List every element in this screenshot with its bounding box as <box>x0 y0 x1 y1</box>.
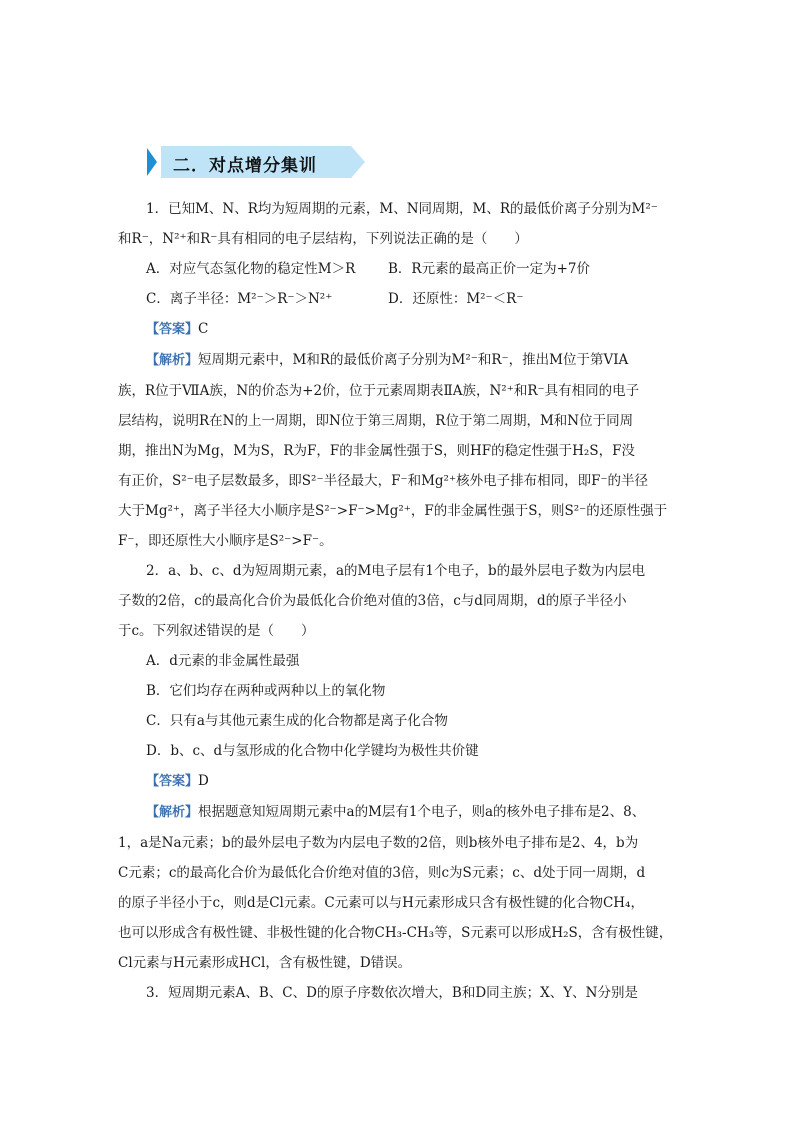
q1-analysis-line3: 层结构，说明R在N的上一周期，即N位于第三周期，R位于第二周期，M和N位于同周 <box>118 413 634 429</box>
q2-analysis-line6: Cl元素与H元素形成HCl，含有极性键，D错误。 <box>118 955 412 971</box>
q1-options-row2 <box>118 284 678 314</box>
section-title: 二．对点增分集训 <box>173 156 317 176</box>
q2-analysis-line1 <box>118 797 678 828</box>
q1-stem-line2: 和R⁻，N²⁺和R⁻具有相同的电子层结构，下列说法正确的是（ ） <box>118 231 528 247</box>
q3-stem-line1: 3．短周期元素A、B、C、D的原子序数依次增大，B和D同主族；X、Y、N分别是 <box>146 985 638 1001</box>
q1-stem-line1: 1．已知M、N、R均为短周期的元素，M、N同周期，M、R的最低价离子分别为M²⁻ <box>146 201 658 217</box>
q1-analysis-line4: 期，推出N为Mg，M为S，R为F，F的非金属性强于S，则HF的稳定性强于H₂S，F没 <box>118 443 635 459</box>
q2-answer-value: D <box>198 773 209 789</box>
q1-analysis-line2: 族，R位于ⅦA族，N的价态为+2价，位于元素周期表ⅡA族，N²⁺和R⁻具有相同的电子 <box>118 383 640 399</box>
q2-option-a: A．d元素的非金属性最强 <box>146 653 300 669</box>
q1-analysis-line1 <box>118 345 678 376</box>
q1-analysis-line6: 大于Mg²⁺，离子半径大小顺序是S²⁻>F⁻>Mg²⁺，F的非金属性强于S，则S²⁻的还原性强于 <box>118 503 668 519</box>
analysis-tag: 【解析】 <box>146 805 199 820</box>
answer-tag: 【答案】 <box>146 774 199 789</box>
q1-answer-value: C <box>198 321 209 337</box>
q1-option-d: D．还原性：M²⁻＜R⁻ <box>388 291 524 307</box>
q2-stem-line3: 于c。下列叙述错误的是（ ） <box>118 623 315 639</box>
q1-analysis-line7: F⁻，即还原性大小顺序是S²⁻>F⁻。 <box>118 533 333 549</box>
content-body <box>118 194 678 1008</box>
q2-analysis-line4: 的原子半径小于c，则d是Cl元素。C元素可以与H元素形成只含有极性键的化合物CH₄， <box>118 895 644 911</box>
q2-option-c: C．只有a与其他元素生成的化合物都是离子化合物 <box>146 713 448 729</box>
q1-analysis-line5: 有正价，S²⁻电子层数最多，即S²⁻半径最大，F⁻和Mg²⁺核外电子排布相同，即F⁻的半径 <box>118 473 649 489</box>
q2-option-b: B．它们均存在两种或两种以上的氧化物 <box>146 683 386 699</box>
q1-options-row1 <box>118 254 678 284</box>
q1-analysis-text1: 短周期元素中，M和R的最低价离子分别为M²⁻和R⁻，推出M位于第VIA <box>198 352 629 368</box>
q2-analysis-line5: 也可以形成含有极性键、非极性键的化合物CH₃-CH₃等，S元素可以形成H₂S，含有极性键， <box>118 925 673 941</box>
q1-option-a: A．对应气态氢化物的稳定性M＞R <box>146 261 356 277</box>
q2-stem-line2: 子数的2倍，c的最高化合价为最低化合价绝对值的3倍，c与d同周期，d的原子半径小 <box>118 593 627 609</box>
q2-analysis-line2: 1，a是Na元素；b的最外层电子数为内层电子数的2倍，则b核外电子排布是2、4，b为 <box>118 835 639 851</box>
q1-option-b: B．R元素的最高正价一定为+7价 <box>388 261 590 277</box>
q1-answer <box>118 314 678 345</box>
q2-analysis-text1: 根据题意知短周期元素中a的M层有1个电子，则a的核外电子排布是2、8、 <box>198 804 646 820</box>
analysis-tag: 【解析】 <box>146 353 199 368</box>
q2-answer <box>118 766 678 797</box>
q2-stem-line1: 2．a、b、c、d为短周期元素，a的M电子层有1个电子，b的最外层电子数为内层电 <box>146 563 646 579</box>
q1-option-c: C．离子半径：M²⁻＞R⁻＞N²⁺ <box>146 291 333 307</box>
q2-option-d: D．b、c、d与氢形成的化合物中化学键均为极性共价键 <box>146 743 479 759</box>
section-banner <box>147 146 365 178</box>
q2-analysis-line3: C元素；c的最高化合价为最低化合价绝对值的3倍，则c为S元素；c、d处于同一周期，d <box>118 865 646 881</box>
answer-tag: 【答案】 <box>146 322 199 337</box>
